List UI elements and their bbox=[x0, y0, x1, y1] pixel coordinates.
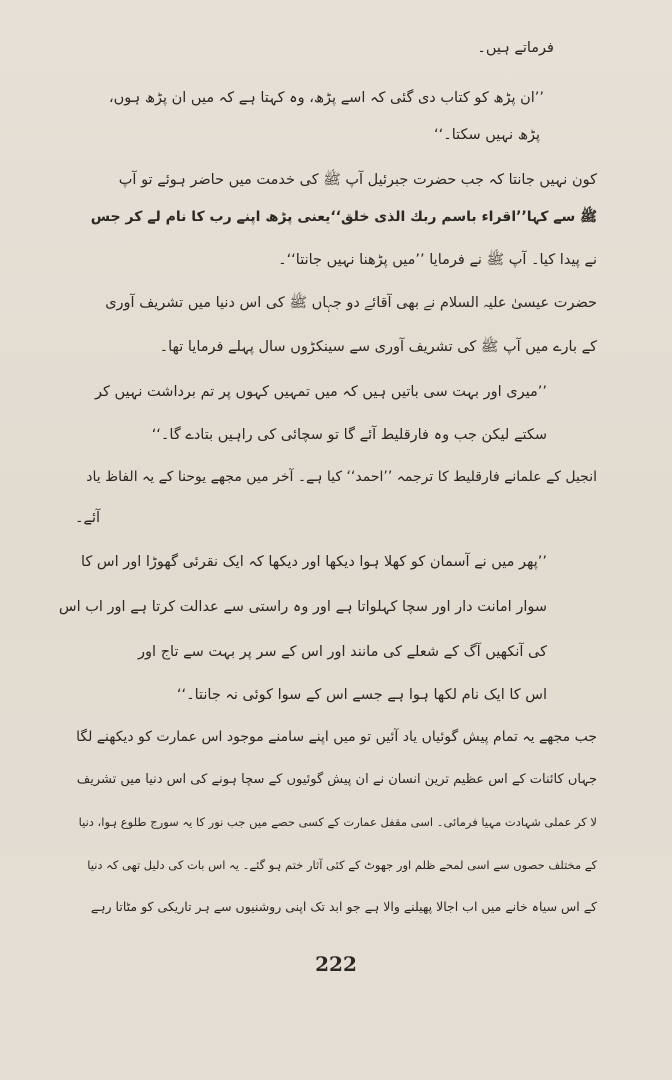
text-line: کے مختلف حصوں سے اسی لمحے ظلم اور جھوٹ کے کئی آثار ختم ہو گئے۔ یہ اس بات کی دلیل تھی کہ دنیا bbox=[87, 858, 597, 872]
quote-line: پڑھ نہیں سکتا۔‘‘ bbox=[434, 127, 540, 143]
quote-line: اس کا ایک نام لکھا ہوا ہے جسے اس کے سوا کوئی نہ جانتا۔‘‘ bbox=[176, 687, 547, 703]
text-line: جب مجھے یہ تمام پیش گوئیاں یاد آئیں تو میں اپنے سامنے موجود اس عمارت کو دیکھنے لگا bbox=[76, 729, 597, 745]
text-line: جہاں کائنات کے اس عظیم ترین انسان نے ان پیش گوئیوں کے سچا ہونے کی اس دنیا میں تشریف bbox=[76, 772, 597, 787]
text-line-arabic: ﷺ سے کہا’’اقراء باسم ربك الذی خلق‘‘یعنی پڑھ اپنے رب کا نام لے کر جس bbox=[90, 209, 597, 225]
quote-line: سکتے لیکن جب وہ فارقلیط آئے گا تو سچائی کی راہیں بتادے گا۔‘‘ bbox=[151, 427, 547, 443]
text-line: کون نہیں جانتا کہ جب حضرت جبرئیل آپ ﷺ کی خدمت میں حاضر ہوئے تو آپ bbox=[118, 172, 597, 188]
quote-line: ’’میری اور بہت سی باتیں ہیں کہ میں تمہیں کہوں پر تم برداشت نہیں کر bbox=[94, 384, 547, 400]
quote-line: سوار امانت دار اور سچا کہلواتا ہے اور وہ راستی سے عدالت کرتا ہے اور اب اس bbox=[58, 599, 547, 615]
text-line: نے پیدا کیا۔ آپ ﷺ نے فرمایا ’’میں پڑھنا نہیں جانتا‘‘۔ bbox=[278, 252, 597, 268]
text-line: کے اس سیاہ خانے میں اب اجالا پھیلنے والا ہے جو ابد تک اپنی روشنیوں سے ہر تاریکی کو مٹاتا رہے bbox=[90, 899, 597, 914]
text-line: حضرت عیسیٰ علیہ السلام نے بھی آقائے دو جہاں ﷺ کی اس دنیا میں تشریف آوری bbox=[105, 295, 597, 311]
text-line: لا کر عملی شہادت مہیا فرمائی۔ اسی مقفل عمارت کے کسی حصے میں جب نور کا یہ سورج طلوع ہوا، دنیا bbox=[78, 815, 597, 829]
text-line: آئے۔ bbox=[75, 510, 101, 526]
text-line: فرماتے ہیں۔ bbox=[477, 40, 554, 56]
quote-line: کی آنکھیں آگ کے شعلے کی مانند اور اس کے سر پر بہت سے تاج اور bbox=[138, 644, 547, 660]
text-line: کے بارے میں آپ ﷺ کی تشریف آوری سے سینکڑوں سال پہلے فرمایا تھا۔ bbox=[159, 339, 597, 355]
text-line: انجیل کے علمانے فارقلیط کا ترجمہ ’’احمد‘‘ کیا ہے۔ آخر میں مجھے یوحنا کے یہ الفاظ یاد bbox=[86, 469, 597, 485]
page-number: 222 bbox=[315, 952, 357, 976]
quote-line: ’’پھر میں نے آسمان کو کھلا ہوا دیکھا اور دیکھا کہ ایک نقرئی گھوڑا اور اس کا bbox=[80, 554, 547, 570]
quote-line: ’’ان پڑھ کو کتاب دی گئی کہ اسے پڑھ، وہ کہتا ہے کہ میں ان پڑھ ہوں، bbox=[108, 90, 544, 106]
